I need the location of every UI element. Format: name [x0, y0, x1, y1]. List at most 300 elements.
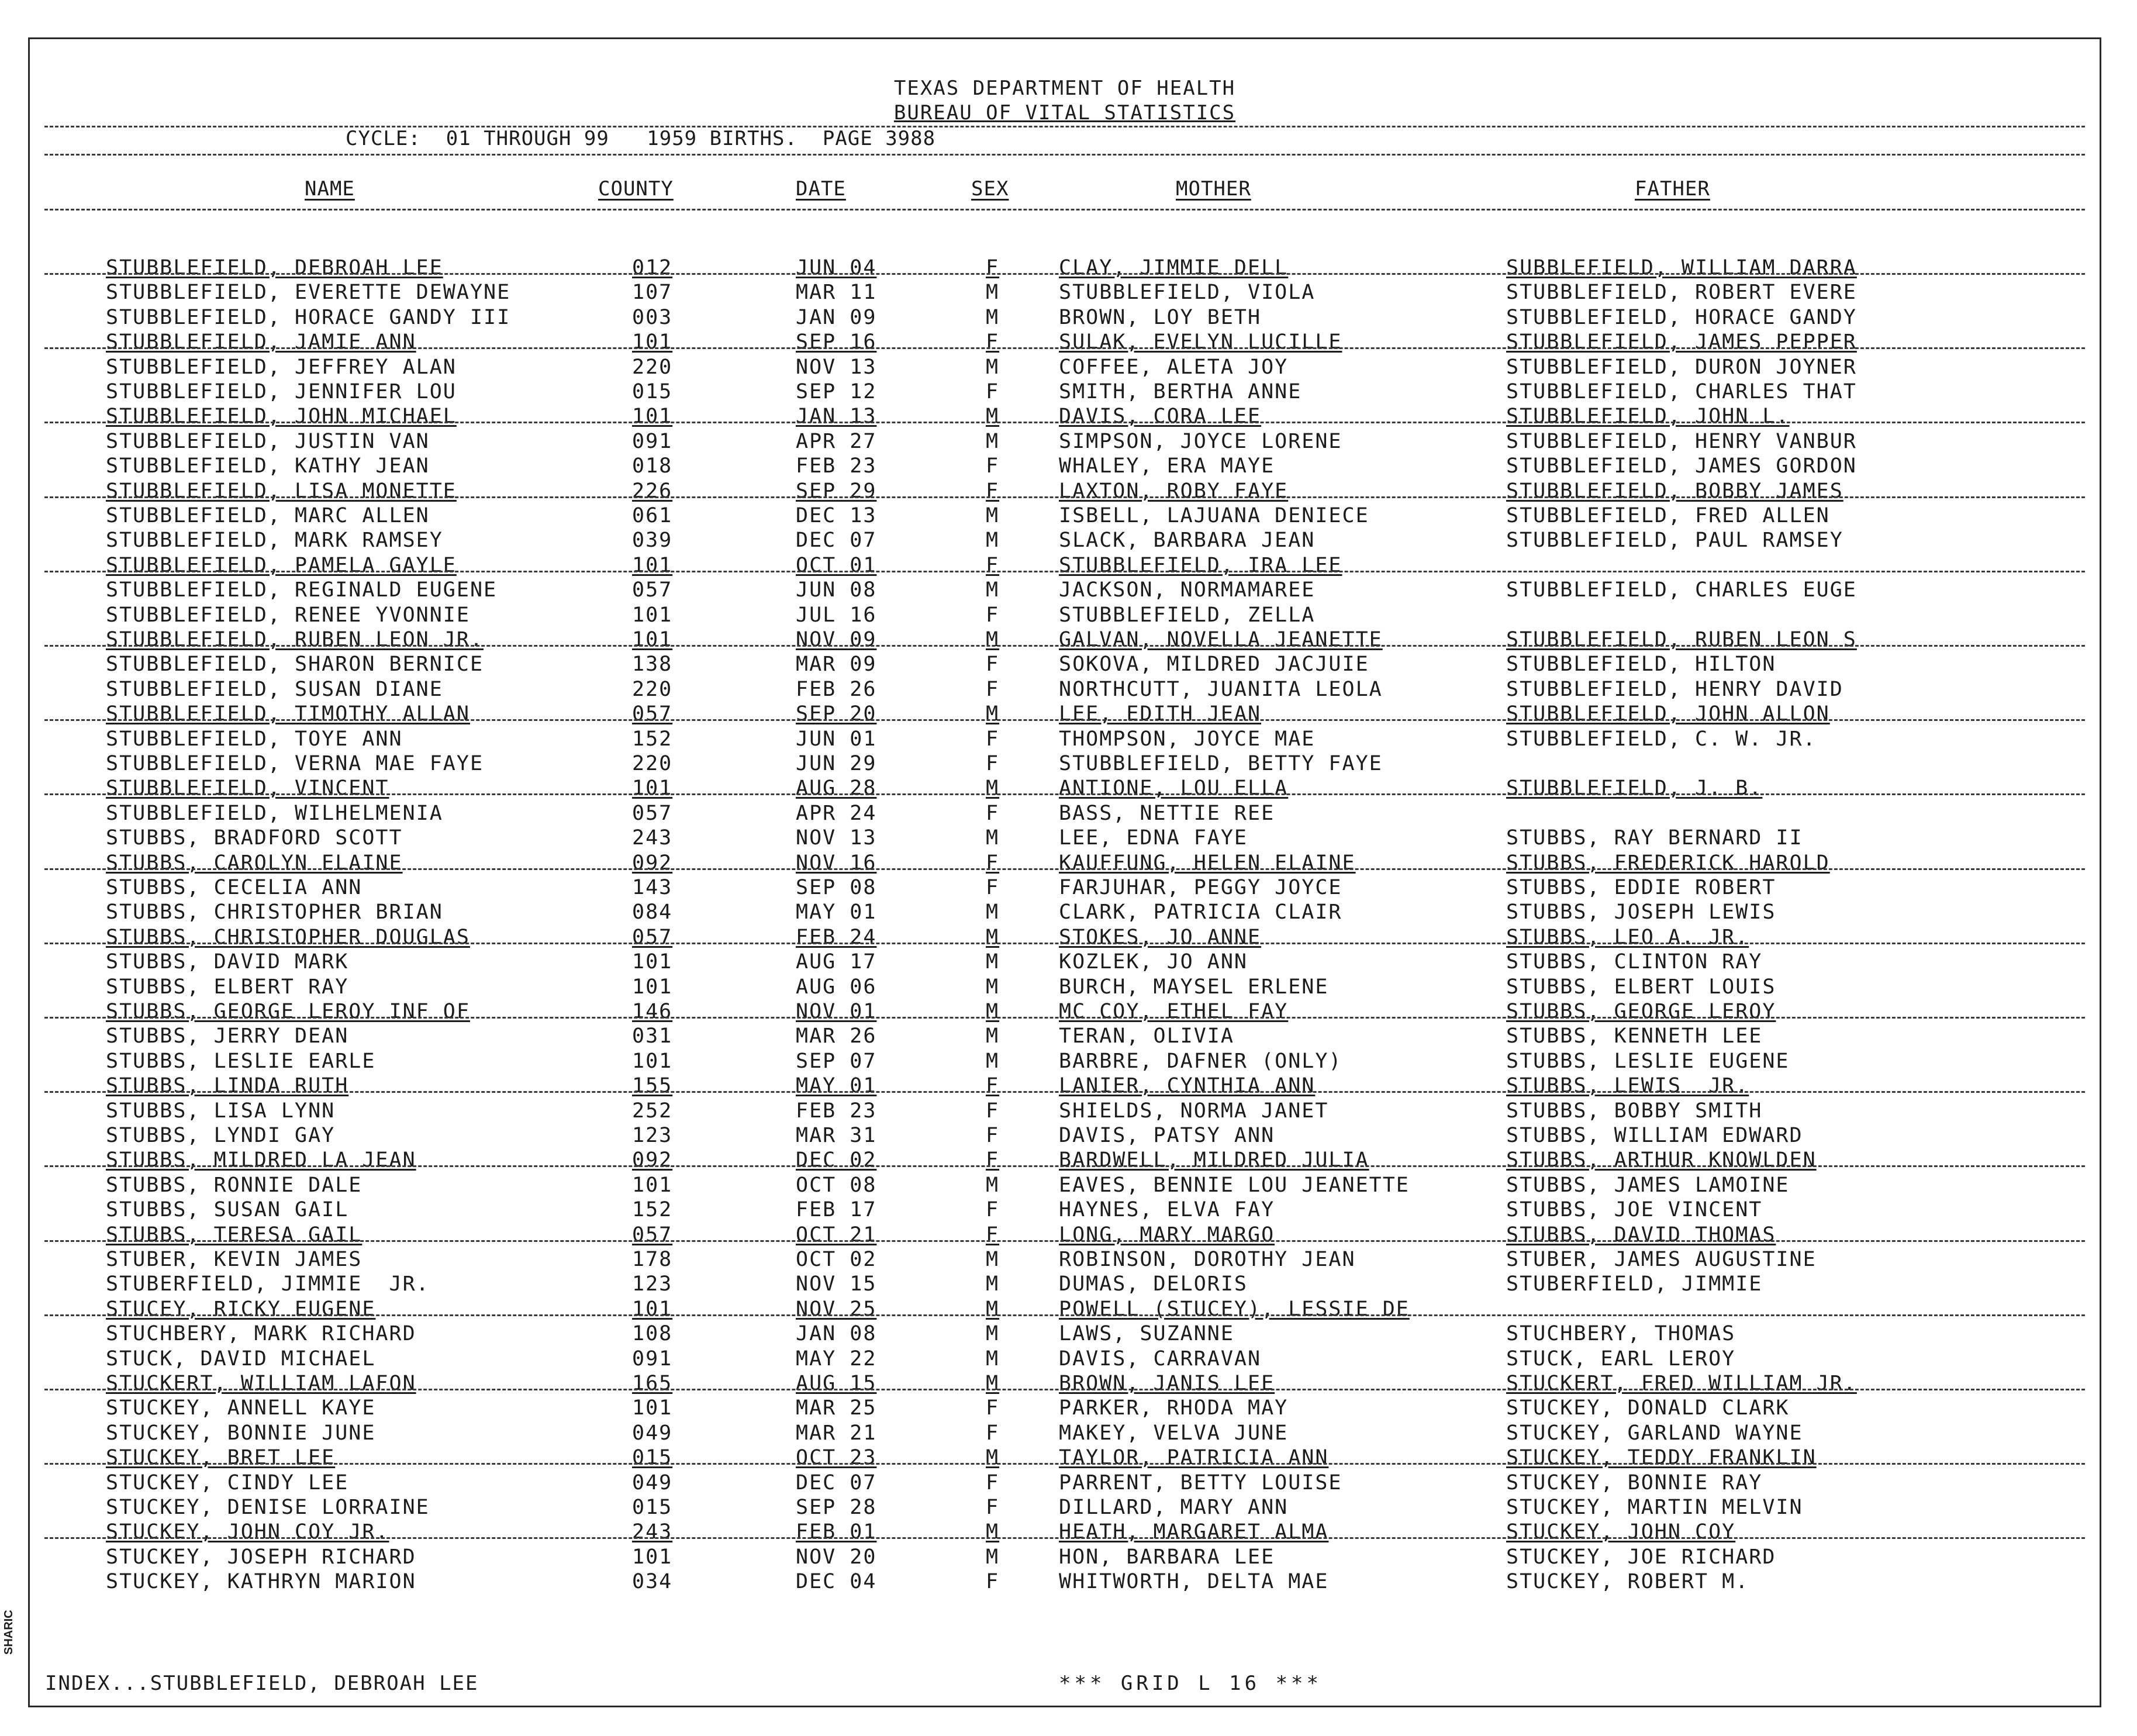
cell-mother: POWELL (STUCEY), LESSIE DE	[1059, 1297, 1410, 1321]
cell-sex: M	[986, 305, 1000, 329]
header-divider-2	[44, 154, 2085, 156]
table-row	[30, 851, 2100, 875]
row-divider	[44, 943, 2085, 944]
cell-sex: M	[986, 975, 1000, 999]
cell-name: STUBBS, MILDRED LA JEAN	[106, 1148, 416, 1172]
cell-mother: CLAY, JIMMIE DELL	[1059, 256, 1289, 279]
cell-date: AUG 17	[796, 950, 877, 974]
cell-sex: M	[986, 925, 1000, 949]
cell-date: APR 27	[796, 429, 877, 453]
cell-date: DEC 07	[796, 529, 877, 553]
cell-father: STUBBS, FREDERICK HAROLD	[1506, 851, 1830, 875]
cell-father: STUCK, EARL LEROY	[1506, 1347, 1736, 1371]
cell-mother: ANTIONE, LOU ELLA	[1059, 776, 1289, 800]
table-row	[30, 925, 2100, 950]
table-row	[30, 677, 2100, 702]
cell-date: MAY 22	[796, 1347, 877, 1371]
cell-date: AUG 28	[796, 776, 877, 800]
cell-date: DEC 13	[796, 504, 877, 527]
cell-father: STUCKEY, TEDDY FRANKLIN	[1506, 1446, 1817, 1470]
cell-sex: M	[986, 776, 1000, 800]
cell-mother: SIMPSON, JOYCE LORENE	[1059, 429, 1342, 453]
cell-sex: F	[986, 1198, 1000, 1222]
cell-father: STUBBLEFIELD, JAMES GORDON	[1506, 454, 1857, 478]
grid-label: *** GRID L 16 ***	[1059, 1672, 1322, 1695]
cell-county: 101	[632, 1297, 673, 1321]
cell-sex: M	[986, 429, 1000, 453]
cell-date: NOV 20	[796, 1545, 877, 1569]
cell-sex: M	[986, 1049, 1000, 1073]
cell-name: STUBBLEFIELD, KATHY JEAN	[106, 454, 430, 478]
row-divider	[44, 719, 2085, 721]
cell-date: OCT 23	[796, 1446, 877, 1470]
cell-sex: F	[986, 256, 1000, 279]
cell-sex: F	[986, 1099, 1000, 1123]
column-header-date: DATE	[796, 177, 846, 201]
cell-county: 108	[632, 1322, 673, 1346]
cell-sex: M	[986, 1297, 1000, 1321]
cell-father: STUBERFIELD, JIMMIE	[1506, 1272, 1763, 1296]
bureau-title: BUREAU OF VITAL STATISTICS	[893, 101, 1236, 125]
cell-sex: F	[986, 330, 1000, 354]
cell-county: 143	[632, 876, 673, 899]
cell-mother: THOMPSON, JOYCE MAE	[1059, 727, 1316, 751]
cell-sex: F	[986, 801, 1000, 825]
cell-name: STUBBS, JERRY DEAN	[106, 1024, 349, 1048]
cell-father: STUBBLEFIELD, BOBBY JAMES	[1506, 479, 1843, 503]
cell-date: MAR 11	[796, 281, 877, 305]
cell-father: STUBBS, JAMES LAMOINE	[1506, 1173, 1790, 1197]
cell-date: SEP 28	[796, 1496, 877, 1519]
cell-name: STUCEY, RICKY EUGENE	[106, 1297, 376, 1321]
cell-county: 084	[632, 900, 673, 924]
cell-name: STUBBLEFIELD, MARC ALLEN	[106, 504, 430, 527]
cell-father: STUBBLEFIELD, RUBEN LEON S	[1506, 628, 1857, 651]
cell-sex: F	[986, 553, 1000, 577]
cell-date: MAR 09	[796, 653, 877, 677]
cell-date: JAN 08	[796, 1322, 877, 1346]
table-row	[30, 1545, 2100, 1569]
cell-mother: LAXTON, ROBY FAYE	[1059, 479, 1289, 503]
cell-county: 003	[632, 305, 673, 329]
cell-mother: KAUFFUNG, HELEN ELAINE	[1059, 851, 1356, 875]
cell-county: 101	[632, 603, 673, 627]
cell-name: STUBBS, LINDA RUTH	[106, 1074, 349, 1098]
cell-sex: M	[986, 529, 1000, 553]
table-row	[30, 1421, 2100, 1445]
table-row	[30, 1223, 2100, 1247]
cell-sex: M	[986, 281, 1000, 305]
cell-name: STUBBS, CAROLYN ELAINE	[106, 851, 403, 875]
cell-date: DEC 02	[796, 1148, 877, 1172]
cell-mother: DUMAS, DELORIS	[1059, 1272, 1248, 1296]
cell-mother: HON, BARBARA LEE	[1059, 1545, 1275, 1569]
table-row	[30, 1445, 2100, 1470]
cell-name: STUBBLEFIELD, PAMELA GAYLE	[106, 553, 457, 577]
cell-father: STUBBLEFIELD, CHARLES THAT	[1506, 380, 1857, 403]
cell-name: STUBBLEFIELD, DEBROAH LEE	[106, 256, 443, 279]
cell-date: MAR 25	[796, 1396, 877, 1420]
table-row	[30, 950, 2100, 974]
cell-father: STUBBLEFIELD, FRED ALLEN	[1506, 504, 1830, 527]
row-divider	[44, 1389, 2085, 1390]
cell-county: 101	[632, 975, 673, 999]
cell-name: STUBBLEFIELD, JEFFREY ALAN	[106, 355, 457, 379]
cell-county: 057	[632, 925, 673, 949]
cell-mother: EAVES, BENNIE LOU JEANETTE	[1059, 1173, 1410, 1197]
cell-date: DEC 07	[796, 1471, 877, 1495]
table-row	[30, 900, 2100, 924]
cell-date: DEC 04	[796, 1570, 877, 1594]
cell-name: STUBER, KEVIN JAMES	[106, 1248, 363, 1271]
cell-date: JAN 13	[796, 405, 877, 429]
cell-mother: NORTHCUTT, JUANITA LEOLA	[1059, 677, 1383, 701]
cell-county: 101	[632, 330, 673, 354]
cell-date: JUN 04	[796, 256, 877, 279]
table-row	[30, 479, 2100, 503]
cell-mother: DAVIS, CORA LEE	[1059, 405, 1262, 429]
cell-name: STUBBLEFIELD, JUSTIN VAN	[106, 429, 430, 453]
cell-date: SEP 08	[796, 876, 877, 899]
cell-mother: BROWN, JANIS LEE	[1059, 1372, 1275, 1395]
table-row	[30, 305, 2100, 330]
cell-mother: SOKOVA, MILDRED JACJUIE	[1059, 653, 1369, 677]
cell-name: STUCKEY, JOSEPH RICHARD	[106, 1545, 416, 1569]
cell-date: MAR 21	[796, 1421, 877, 1445]
cell-county: 031	[632, 1024, 673, 1048]
cell-name: STUBBS, LESLIE EARLE	[106, 1049, 376, 1073]
cell-county: 101	[632, 1049, 673, 1073]
table-row	[30, 1347, 2100, 1371]
cell-date: NOV 13	[796, 355, 877, 379]
cell-county: 243	[632, 826, 673, 850]
cell-name: STUBBLEFIELD, VINCENT	[106, 776, 389, 800]
cell-name: STUBBLEFIELD, RUBEN LEON JR.	[106, 628, 484, 651]
table-row	[30, 379, 2100, 404]
cell-sex: M	[986, 1000, 1000, 1023]
table-row	[30, 256, 2100, 280]
cell-name: STUBBS, CHRISTOPHER DOUGLAS	[106, 925, 470, 949]
cell-date: MAY 01	[796, 1074, 877, 1098]
table-row	[30, 1396, 2100, 1420]
cell-date: JUN 08	[796, 578, 877, 602]
cell-father: STUBBS, BOBBY SMITH	[1506, 1099, 1763, 1123]
cell-sex: M	[986, 950, 1000, 974]
table-row	[30, 1024, 2100, 1048]
cell-sex: F	[986, 1124, 1000, 1147]
cell-father: STUBBLEFIELD, C. W. JR.	[1506, 727, 1817, 751]
table-row	[30, 801, 2100, 826]
cell-date: SEP 29	[796, 479, 877, 503]
table-row	[30, 1569, 2100, 1594]
cell-date: SEP 20	[796, 702, 877, 726]
cell-mother: STUBBLEFIELD, VIOLA	[1059, 281, 1316, 305]
cell-mother: WHALEY, ERA MAYE	[1059, 454, 1275, 478]
cell-name: STUBBLEFIELD, EVERETTE DEWAYNE	[106, 281, 511, 305]
row-divider	[44, 571, 2085, 572]
row-divider	[44, 422, 2085, 423]
cell-mother: STOKES, JO ANNE	[1059, 925, 1262, 949]
cell-sex: M	[986, 1248, 1000, 1271]
table-row	[30, 578, 2100, 602]
cell-sex: F	[986, 677, 1000, 701]
cell-sex: M	[986, 1372, 1000, 1395]
cell-sex: M	[986, 1545, 1000, 1569]
table-row	[30, 702, 2100, 726]
cell-name: STUCKEY, JOHN COY JR.	[106, 1520, 389, 1544]
cell-name: STUBBS, LISA LYNN	[106, 1099, 336, 1123]
cell-name: STUBBLEFIELD, TIMOTHY ALLAN	[106, 702, 470, 726]
cell-sex: M	[986, 578, 1000, 602]
cell-county: 092	[632, 851, 673, 875]
column-header-divider	[44, 209, 2085, 210]
table-row	[30, 1272, 2100, 1296]
cell-county: 034	[632, 1570, 673, 1594]
cell-county: 057	[632, 1223, 673, 1247]
table-row	[30, 1247, 2100, 1272]
cell-county: 101	[632, 1396, 673, 1420]
cell-mother: LONG, MARY MARGO	[1059, 1223, 1275, 1247]
table-row	[30, 975, 2100, 999]
cell-date: FEB 01	[796, 1520, 877, 1544]
cell-date: SEP 16	[796, 330, 877, 354]
cell-county: 057	[632, 578, 673, 602]
cell-name: STUCKEY, BONNIE JUNE	[106, 1421, 376, 1445]
cell-name: STUCHBERY, MARK RICHARD	[106, 1322, 416, 1346]
row-divider	[44, 273, 2085, 275]
cell-mother: WHITWORTH, DELTA MAE	[1059, 1570, 1329, 1594]
cell-name: STUBBLEFIELD, LISA MONETTE	[106, 479, 457, 503]
cell-date: FEB 24	[796, 925, 877, 949]
cell-sex: M	[986, 628, 1000, 651]
index-footer: INDEX...STUBBLEFIELD, DEBROAH LEE	[45, 1672, 479, 1695]
cell-mother: BARBRE, DAFNER (ONLY)	[1059, 1049, 1342, 1073]
cell-name: STUBBLEFIELD, VERNA MAE FAYE	[106, 752, 484, 775]
cell-date: JUN 29	[796, 752, 877, 775]
cell-date: NOV 13	[796, 826, 877, 850]
cell-county: 220	[632, 677, 673, 701]
cell-county: 061	[632, 504, 673, 527]
side-label: SHARIC	[2, 1610, 15, 1655]
cell-sex: M	[986, 702, 1000, 726]
cell-mother: SLACK, BARBARA JEAN	[1059, 529, 1316, 553]
cell-name: STUCK, DAVID MICHAEL	[106, 1347, 376, 1371]
cell-sex: F	[986, 1496, 1000, 1519]
table-row	[30, 1123, 2100, 1148]
cell-name: STUCKEY, DENISE LORRAINE	[106, 1496, 430, 1519]
table-row	[30, 429, 2100, 454]
cell-father: STUBBS, JOSEPH LEWIS	[1506, 900, 1776, 924]
cell-name: STUCKEY, KATHRYN MARION	[106, 1570, 416, 1594]
cell-father: STUBBS, GEORGE LEROY	[1506, 1000, 1776, 1023]
cell-father: STUBBS, CLINTON RAY	[1506, 950, 1763, 974]
cell-sex: M	[986, 1520, 1000, 1544]
cell-date: FEB 17	[796, 1198, 877, 1222]
cell-mother: STUBBLEFIELD, BETTY FAYE	[1059, 752, 1383, 775]
cell-name: STUBBS, CHRISTOPHER BRIAN	[106, 900, 443, 924]
cell-sex: M	[986, 504, 1000, 527]
cell-name: STUBBS, GEORGE LEROY INF OF	[106, 1000, 470, 1023]
cell-date: NOV 01	[796, 1000, 877, 1023]
cell-date: OCT 01	[796, 553, 877, 577]
table-row	[30, 503, 2100, 528]
table-row	[30, 1371, 2100, 1396]
cell-date: FEB 23	[796, 454, 877, 478]
cell-county: 152	[632, 727, 673, 751]
cell-mother: PARRENT, BETTY LOUISE	[1059, 1471, 1342, 1495]
table-row	[30, 603, 2100, 627]
column-header-name: NAME	[305, 177, 355, 201]
cell-county: 220	[632, 752, 673, 775]
cell-father: STUBBS, KENNETH LEE	[1506, 1024, 1763, 1048]
cell-sex: M	[986, 355, 1000, 379]
table-row	[30, 727, 2100, 751]
cell-father: STUBBS, EDDIE ROBERT	[1506, 876, 1776, 899]
cell-date: APR 24	[796, 801, 877, 825]
cell-date: FEB 23	[796, 1099, 877, 1123]
cell-county: 015	[632, 1446, 673, 1470]
cell-mother: GALVAN, NOVELLA JEANETTE	[1059, 628, 1383, 651]
cell-mother: SULAK, EVELYN LUCILLE	[1059, 330, 1342, 354]
table-row	[30, 1495, 2100, 1520]
cell-name: STUBBLEFIELD, JAMIE ANN	[106, 330, 416, 354]
cell-mother: TERAN, OLIVIA	[1059, 1024, 1234, 1048]
cell-county: 018	[632, 454, 673, 478]
column-header-county: COUNTY	[598, 177, 674, 201]
cell-mother: BROWN, LOY BETH	[1059, 305, 1262, 329]
cell-name: STUCKEY, ANNELL KAYE	[106, 1396, 376, 1420]
cell-county: 049	[632, 1471, 673, 1495]
cell-mother: DAVIS, CARRAVAN	[1059, 1347, 1262, 1371]
cell-sex: M	[986, 1347, 1000, 1371]
cell-sex: F	[986, 454, 1000, 478]
cell-name: STUBBLEFIELD, WILHELMENIA	[106, 801, 443, 825]
cell-county: 155	[632, 1074, 673, 1098]
cell-father: STUBBLEFIELD, J. B.	[1506, 776, 1763, 800]
cell-name: STUBBLEFIELD, RENEE YVONNIE	[106, 603, 470, 627]
cell-name: STUBBLEFIELD, MARK RAMSEY	[106, 529, 443, 553]
cell-date: JAN 09	[796, 305, 877, 329]
cell-mother: LEE, EDNA FAYE	[1059, 826, 1248, 850]
cell-name: STUCKEY, BRET LEE	[106, 1446, 336, 1470]
table-row	[30, 751, 2100, 776]
cell-sex: M	[986, 1322, 1000, 1346]
cell-mother: ROBINSON, DOROTHY JEAN	[1059, 1248, 1356, 1271]
cell-date: JUN 01	[796, 727, 877, 751]
cell-name: STUBBS, SUSAN GAIL	[106, 1198, 349, 1222]
cell-county: 146	[632, 1000, 673, 1023]
row-divider	[44, 1165, 2085, 1167]
cell-mother: LEE, EDITH JEAN	[1059, 702, 1262, 726]
cell-sex: F	[986, 1421, 1000, 1445]
cell-sex: M	[986, 826, 1000, 850]
cell-county: 012	[632, 256, 673, 279]
table-row	[30, 627, 2100, 652]
table-row	[30, 1471, 2100, 1495]
table-row	[30, 1074, 2100, 1098]
cell-mother: KOZLEK, JO ANN	[1059, 950, 1248, 974]
cell-sex: F	[986, 1074, 1000, 1098]
cell-sex: F	[986, 653, 1000, 677]
cell-sex: F	[986, 1570, 1000, 1594]
row-divider	[44, 645, 2085, 647]
cell-county: 015	[632, 1496, 673, 1519]
cell-county: 091	[632, 1347, 673, 1371]
cell-father: STUBBS, LESLIE EUGENE	[1506, 1049, 1790, 1073]
table-row	[30, 404, 2100, 429]
cell-mother: FARJUHAR, PEGGY JOYCE	[1059, 876, 1342, 899]
cell-sex: F	[986, 479, 1000, 503]
cell-name: STUBBS, RONNIE DALE	[106, 1173, 363, 1197]
table-row	[30, 652, 2100, 677]
cell-name: STUBBLEFIELD, SHARON BERNICE	[106, 653, 484, 677]
cell-sex: F	[986, 603, 1000, 627]
cell-date: SEP 12	[796, 380, 877, 403]
cell-date: JUL 16	[796, 603, 877, 627]
table-row	[30, 1297, 2100, 1321]
cell-father: STUCKEY, JOE RICHARD	[1506, 1545, 1776, 1569]
cell-date: MAR 31	[796, 1124, 877, 1147]
cell-date: MAY 01	[796, 900, 877, 924]
cell-father: SUBBLEFIELD, WILLIAM DARRA	[1506, 256, 1857, 279]
cell-name: STUBBS, ELBERT RAY	[106, 975, 349, 999]
row-divider	[44, 1537, 2085, 1539]
table-row	[30, 826, 2100, 850]
cell-date: OCT 02	[796, 1248, 877, 1271]
cell-mother: PARKER, RHODA MAY	[1059, 1396, 1289, 1420]
table-row	[30, 1520, 2100, 1544]
cell-father: STUBBS, ARTHUR KNOWLDEN	[1506, 1148, 1817, 1172]
table-row	[30, 1197, 2100, 1222]
cell-county: 092	[632, 1148, 673, 1172]
cell-mother: LAWS, SUZANNE	[1059, 1322, 1234, 1346]
cell-mother: STUBBLEFIELD, IRA LEE	[1059, 553, 1342, 577]
cell-county: 015	[632, 380, 673, 403]
table-row	[30, 1099, 2100, 1123]
cell-county: 123	[632, 1272, 673, 1296]
cell-name: STUBBS, BRADFORD SCOTT	[106, 826, 403, 850]
cell-father: STUBBLEFIELD, JOHN ALLON	[1506, 702, 1830, 726]
cell-mother: STUBBLEFIELD, ZELLA	[1059, 603, 1316, 627]
row-divider	[44, 347, 2085, 349]
cell-sex: F	[986, 851, 1000, 875]
row-divider	[44, 1240, 2085, 1242]
cell-father: STUBBLEFIELD, JAMES PEPPER	[1506, 330, 1857, 354]
cell-county: 138	[632, 653, 673, 677]
cell-date: OCT 21	[796, 1223, 877, 1247]
column-header-mother: MOTHER	[1176, 177, 1251, 201]
cell-name: STUBBS, DAVID MARK	[106, 950, 349, 974]
cell-name: STUBBLEFIELD, HORACE GANDY III	[106, 305, 511, 329]
cell-name: STUBBLEFIELD, JOHN MICHAEL	[106, 405, 457, 429]
table-row	[30, 875, 2100, 900]
cell-father: STUBBLEFIELD, JOHN L.	[1506, 405, 1790, 429]
row-divider	[44, 868, 2085, 870]
cell-father: STUBBLEFIELD, HORACE GANDY	[1506, 305, 1857, 329]
cell-mother: SMITH, BERTHA ANNE	[1059, 380, 1302, 403]
cell-sex: F	[986, 1223, 1000, 1247]
cell-sex: M	[986, 405, 1000, 429]
cell-father: STUBBLEFIELD, ROBERT EVERE	[1506, 281, 1857, 305]
cell-mother: HEATH, MARGARET ALMA	[1059, 1520, 1329, 1544]
cell-county: 057	[632, 801, 673, 825]
document-frame	[28, 37, 2101, 1707]
department-title: TEXAS DEPARTMENT OF HEALTH	[893, 77, 1236, 100]
cell-father: STUCKERT, FRED WILLIAM JR.	[1506, 1372, 1857, 1395]
cell-county: 107	[632, 281, 673, 305]
cell-date: NOV 25	[796, 1297, 877, 1321]
cell-father: STUBBLEFIELD, HENRY VANBUR	[1506, 429, 1857, 453]
